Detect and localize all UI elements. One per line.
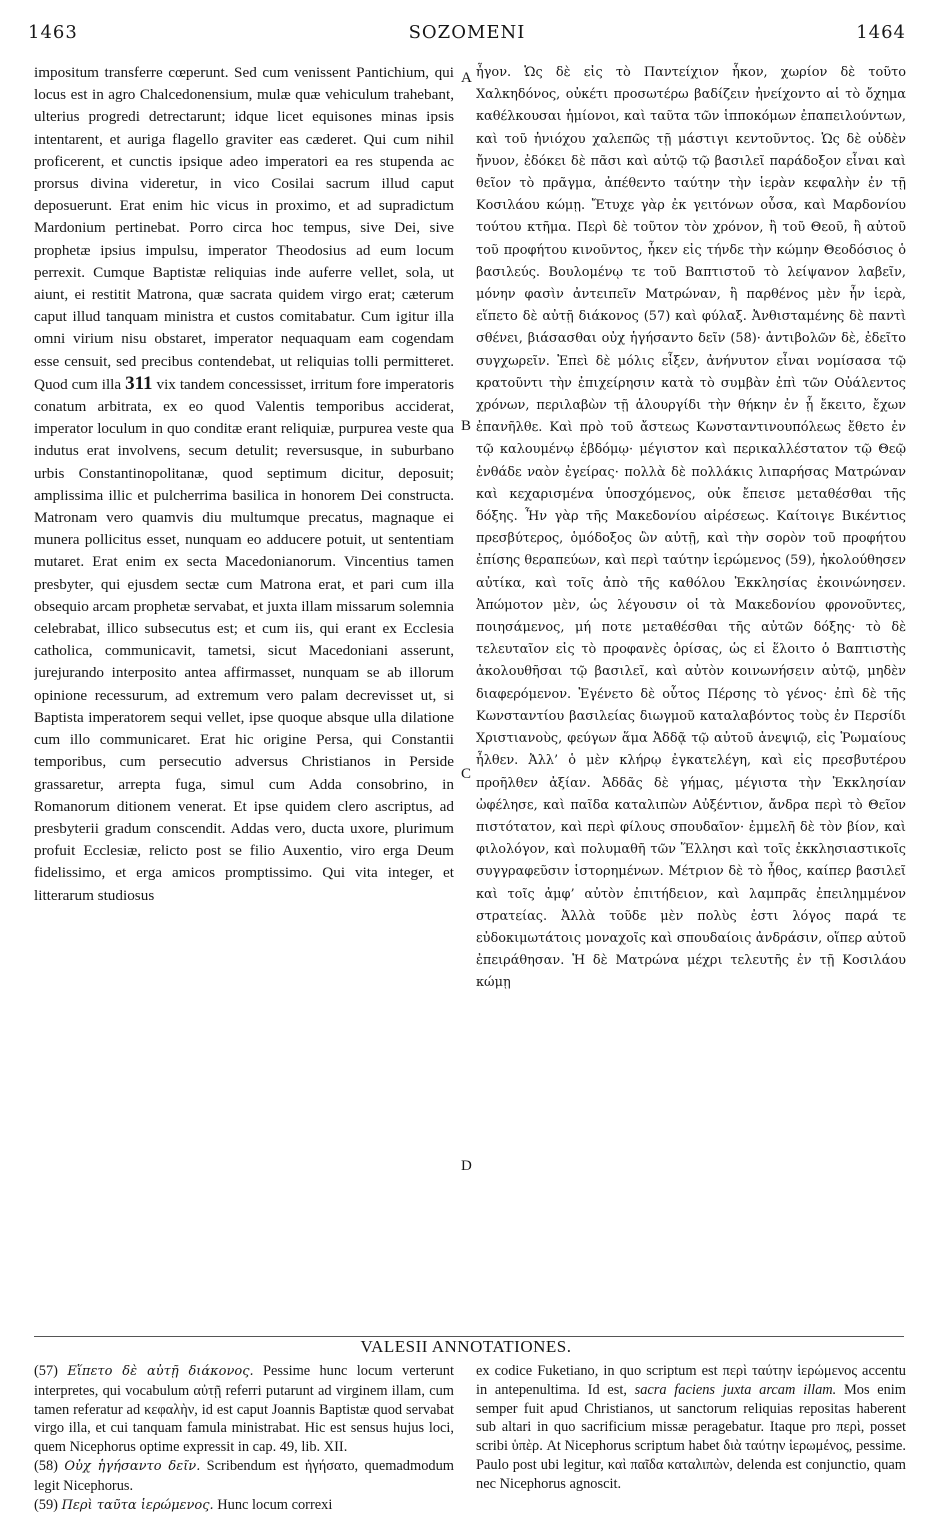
note-58-lemma: Οὐχ ἡγήσαντο δεῖν. (64, 1458, 201, 1474)
inline-page-marker: 311 (125, 372, 153, 394)
note-59-cont-part1: ex codice Fuketiano, in quo scriptum est περὶ ταύτην ἱερώμενος accentu in antepenultima. Id est, (476, 1363, 906, 1398)
greek-paragraph: ἦγον. Ὡς δὲ εἰς τὸ Παντείχιον ἧκον, χωρίον δὲ τοῦτο Χαλκηδόνος, οὐκέτι προσωτέρω βαδίζειν ἠνείχοντο αἱ τὸ ὄχημα καθέλκουσαι ἡμίονοι, καὶ ταῦτα τῶν ἱπποκόμων ἐπαπειλούντων, καὶ τοῦ ἡνιόχου χαλεπῶς τῇ μάστιγι κεντοῦντος. Ὡς δὲ οὐδὲν ἤνυον, ἐδόκει δὲ πᾶσι καὶ αὐτῷ τῷ βασιλεῖ παράδοξον εἶναι καὶ θεῖον τὸ πρᾶγμα, ἀπέθεντο ταύτην τὴν ἱερὰν κεφαλὴν ἐν τῇ Κοσιλάου κώμῃ. Ἔτυχε γὰρ ἐκ γειτόνων οὖσα, καὶ Μαρδονίου τούτου κτῆμα. Περὶ δὲ τοῦτον τὸν χρόνον, ἢ τοῦ Θεοῦ, ἢ αὐτοῦ τοῦ προφήτου κινοῦντος, ἧκεν εἰς τήνδε τὴν κώμην Θεοδόσιος ὁ βασιλεύς. Βουλομένῳ τε τοῦ Βαπτιστοῦ τὸ λείψανον λαβεῖν, μόνην φασὶν ἀντειπεῖν Ματρώναν, ἣ παρθένος μὲν ἦν ἱερὰ, εἵπετο δὲ αὐτῇ διάκονος (57) καὶ φύλαξ. Ἀνθισταμένης δὲ παντὶ σθένει, βιάσασθαι οὐχ ἡγήσαντο δεῖν (58)· ἀντιβολῶν δὲ, ἐδεῖτο συγχωρεῖν. Ἐπεὶ δὲ μόλις εἶξεν, ἀνήνυτον εἶναι νομίσασα τῷ κρατοῦντι τὴν ἐπιχείρησιν κατὰ τὸ συμβὰν ἐπὶ τῶν Οὐάλεντος χρόνων, περιλαβὼν τῇ ἁλουργίδι τὴν θήκην ἐν ᾗ ἔκειτο, ἔχων ἐπανῆλθε. Καὶ πρὸ τοῦ ἄστεως Κωνσταντινουπόλεως ἔθετο ἐν τῷ καλουμένῳ ἑβδόμῳ· μέγιστον καὶ περικαλλέστατον τῷ Θεῷ ἐνθάδε ναὸν ἐγείρας· πολλὰ δὲ πολλάκις λιπαρήσας Ματρώναν καὶ κεχαρισμένα ὑποσχόμενος, οὐκ ἔπεισε μεταθέσθαι τῆς δόξης. Ἦν γὰρ τῆς Μακεδονίου αἱρέσεως. Καίτοιγε Βικέντιος πρεσβύτερος, ὁμόδοξος ὢν αὐτῇ, καὶ τὴν σορὸν τοῦ προφήτου ἐπίσης θεραπεύων, καὶ περὶ ταύτην ἱερώμενος (59), ἠκολούθησεν αὐτίκα, καὶ τοῖς ἀπὸ τῆς καθόλου Ἐκκλησίας ἐκοινώνησεν. Ἀπώμοτον μὲν, ὡς λέγουσιν οἱ τὰ Μακεδονίου φρονοῦντες, ποιησάμενος, μή ποτε μεταθέσθαι τῆς αὐτῶν δόξης· τὸ δὲ τελευταῖον εἰς τὸ προφανὲς ὁρίσας, ὡς εἰ ἕλοιτο ὁ Βαπτιστὴς ἀκολουθῆσαι τῷ βασιλεῖ, καὶ αὐτὸν κοινωνήσειν αὐτῷ, μηδὲν διαφερόμενον. Ἐγένετο δὲ οὗτος Πέρσης τὸ γένος· ἐπὶ δὲ τῆς Κωνσταντίου βασιλείας διωγμοῦ καταλαβόντος τοὺς ἐν Περσίδι Χριστιανοὺς, φεύγων ἅμα Ἀδδᾷ τῷ αὐτοῦ ἀνεψιῷ, εἰς Ῥωμαίους ἦλθεν. Ἀλλ’ ὁ μὲν κλήρῳ ἐγκατελέγη, καὶ εἰς πρεσβυτέρου προῆλθεν ἀξίαν. Ἀδδᾶς δὲ γήμας, μέγιστα τὴν Ἐκκλησίαν ὠφέλησε, καὶ παῖδα καταλιπὼν Αὐξέντιον, ἄνδρα περὶ τὸ Θεῖον πιστότατον, καὶ περὶ φίλους σπουδαῖον· ἐμμελῆ δὲ τὸν βίον, καὶ φιλολόγον, καὶ πολυμαθῆ τῶν Ἕλλησι καὶ τοῖς ἐκκλησιαστικοῖς συγγραφεῦσιν ἱστορημένων. Μέτριον δὲ τὸ ἦθος, καίπερ βασιλεῖ καὶ τοῖς ἀμφ’ αὐτὸν ἐπιτήδειον, καὶ λαμπρᾶς ἐπειλημμένον στρατείας. Ἀλλὰ τοῦδε μὲν πολὺς ἐστι λόγος παρά τε εὐδοκιμωτάτοις μοναχοῖς καὶ σπουδαίοις ἀνδράσιν, οἵπερ αὐτοῦ ἐπειράθησαν. Ἡ δὲ Ματρώνα μέχρι τελευτῆς ἐν τῇ Κοσιλάου κώμῃ (476, 65, 906, 991)
margin-marker-b: B (461, 418, 472, 434)
note-58-number: (58) (34, 1457, 58, 1474)
note-59-lemma: Περὶ ταῦτα ἱερώμενος. (61, 1497, 214, 1513)
note-57 (34, 1362, 454, 1457)
note-57-number: (57) (34, 1363, 58, 1379)
running-header (28, 22, 906, 52)
note-59-continued (476, 1362, 906, 1494)
latin-text-part1: impositum transferre cœperunt. Sed cum venissent Pantichium, qui locus est in agro Chalcedonensium, mulæ quæ vehiculum trahebant, ulterius progredi detrectarunt; idque licet equisones minas ipsis intentarent, et auriga flagello graviter eas cæderet. Qui cum nihil proficerent, et cunctis ipsique adeo imperatori ea res stupenda ac prorsus divina videretur, in vico Cosilai sacrum illud caput deposuerunt. Erat enim hic vicus in proximo, et ad supradictum Mardonium pertinebat. Porro circa hoc tempus, sive Dei, sive prophetæ ipsius impulsu, imperator Theodosius ad eum locum perrexit. Cumque Baptistæ reliquias inde auferre vellet, sola, ut aiunt, ei restitit Matrona, quæ sacrata quidem virgo erat; cæterum caput illud tanquam ministra et custos comitabatur. Cum igitur illa omni virium nisu obstaret, imperator nequaquam eam cogendam esse censuit, sed precibus contendebat, ut reliquias tolli permitteret. Quod cum illa (34, 64, 454, 393)
annotations-right-column (476, 1362, 906, 1530)
margin-marker-a: A (461, 70, 472, 86)
left-page-number: 1463 (28, 22, 78, 43)
running-title: SOZOMENI (408, 22, 526, 43)
latin-column (34, 62, 454, 1342)
margin-marker-d: D (461, 1158, 472, 1174)
note-58 (34, 1457, 454, 1496)
note-59-cont-part2: Mos enim semper fuit apud Christianos, ut sanctorum reliquias repositas haberent sub altari in quo sacrificium missæ peragebatur. Itaque pro περὶ, posset scribi ὑπὲρ. At Nicephorus scriptum habet διὰ ταύτην ἱερωμένος, pessime. Paulo post ubi legitur, καὶ παῖδα καταλιπὼν, delenda est conjunctio, quam nec Nicephorus agnoscit. (476, 1381, 906, 1492)
note-59-text: Hunc locum correxi (217, 1496, 333, 1513)
latin-text-part2: vix tandem concessisset, irritum fore imperatoris conatum arbitrata, ex eo quod Valentis temporibus acciderat, imperator loculum in quo conditæ erant reliquiæ, purpurea veste qua indutus erat involvens, secum detulit; reversusque, in suburbano urbis Constantinopolitanæ, quod septimum dicitur, deposuit; amplissima illic et pulcherrima basilica in honorem Dei constructa. Matronam vero quamvis diu multumque precatus, magnaque ei munera pollicitus esset, nunquam eo adducere potuit, ut sententiam mutaret. Erat enim ex secta Macedonianorum. Vincentius tamen presbyter, qui ejusdem sectæ cum Matrona erat, et pari cum illa obsequio arcam prophetæ servabat, et juxta illam missarum solemnia celebrabat, illico subsecutus est; et cum iis, qui erant ex Ecclesia catholica, communicavit, tametsi, sicut Macedoniani asserunt, jurejurando interposito antea affirmasset, nunquam se ab illorum opinione recessurum, ad extremum vero palam decrevisset ut, si Baptista imperatorem sequi vellet, ipse quoque absque ulla dilatione cum illo communicaret. Erat hic origine Persa, qui Constantii temporibus, cum persecutio adversus Christianos in Perside grassaretur, arrepta fuga, simul cum Adda consobrino, in Romanorum ditionem venerat. Et ipse quidem clero ascriptus, ad presbyterii gradum conscendit. Addas vero, ducta uxore, plurimum profuit Ecclesiæ, relicto post se filio Auxentio, viro erga Deum fidelissimo, et erga amicos promptissimo. Qui vita integer, et litterarum studiosus (34, 375, 454, 904)
note-57-lemma: Εἵπετο δὲ αὐτῇ διάκονος. (67, 1364, 254, 1379)
annotations-title: VALESII ANNOTATIONES. (360, 1337, 572, 1356)
greek-column (476, 62, 906, 1342)
latin-paragraph (34, 62, 454, 907)
note-59-cont-italic: sacra faciens juxta arcam illam. (634, 1381, 837, 1398)
right-page-number: 1464 (856, 22, 906, 43)
note-59 (34, 1496, 454, 1516)
note-57-text: Pessime hunc locum verterunt interpretes, qui vocabulum αὐτῇ referri putarunt ad virginem illam, cum tamen referatur ad κεφαλὴν, id est caput Joannis Baptistæ quod servabat virgo illa, et cui tanquam famula ministrabat. Hic est sensus hujus loci, quem Nicephorus optime expressit in cap. 49, lib. XII. (34, 1363, 454, 1456)
annotations-left-column (34, 1362, 454, 1530)
margin-marker-c: C (461, 766, 472, 782)
note-59-number: (59) (34, 1496, 58, 1513)
note-58-text: Scribendum est ἡγήσατο, quemadmodum legit Nicephorus. (34, 1457, 454, 1494)
